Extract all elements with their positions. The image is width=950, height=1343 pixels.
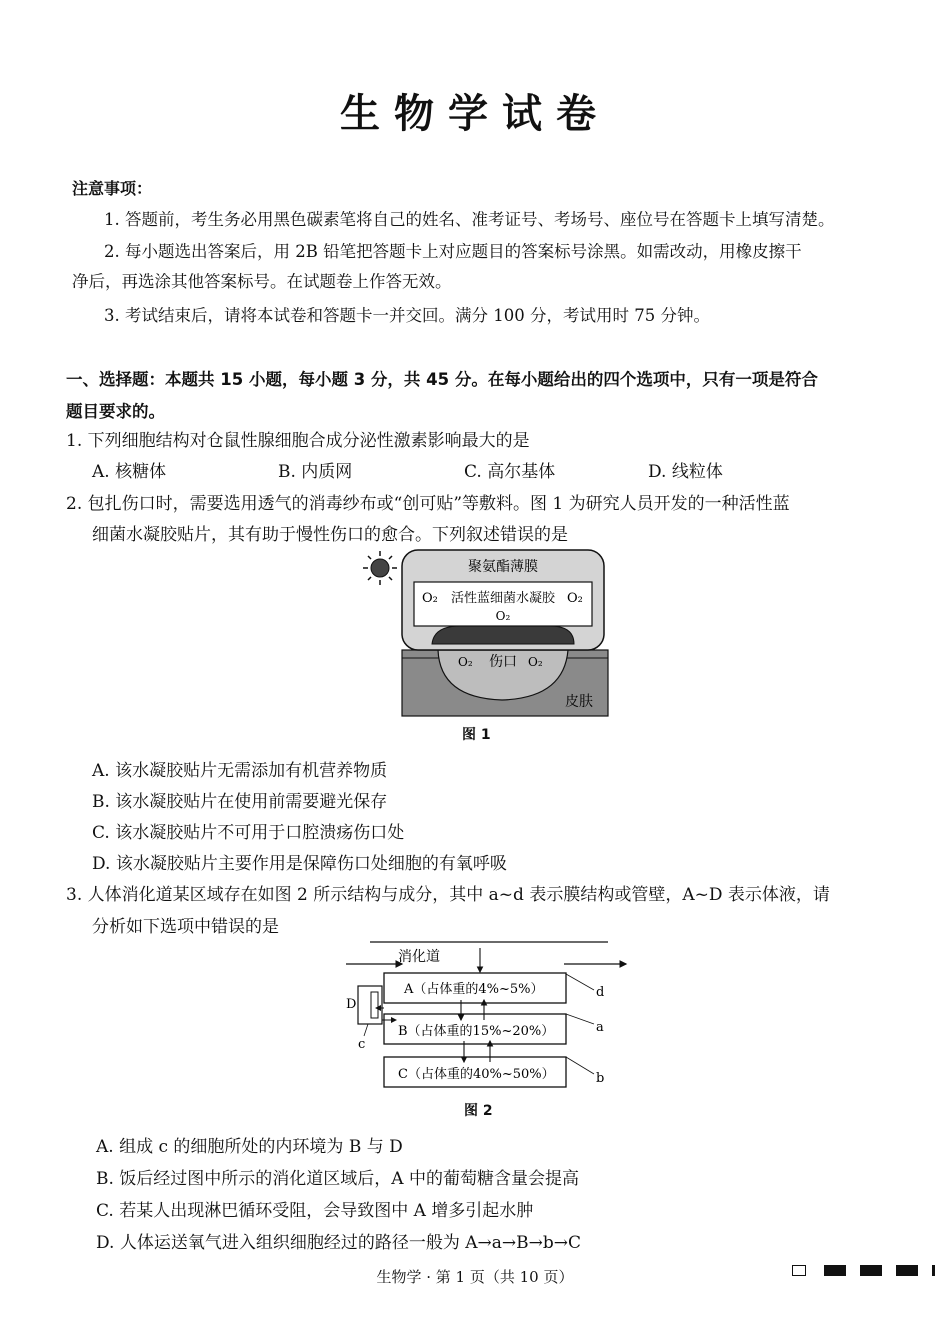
q2-stem-line2: 细菌水凝胶贴片，其有助于慢性伤口的愈合。下列叙述错误的是 bbox=[92, 525, 568, 545]
q1-option-c: C. 高尔基体 bbox=[464, 462, 556, 482]
label-c: c bbox=[358, 1037, 366, 1052]
gel-dark-layer bbox=[432, 626, 574, 644]
notice-item-1: 1. 答题前，考生务必用黑色碳素笔将自己的姓名、准考证号、考场号、座位号在答题卡上填写清楚。 bbox=[104, 210, 835, 229]
gel-o2-bottom: O₂ bbox=[495, 609, 511, 623]
page-title: 生物学试卷 bbox=[340, 90, 610, 137]
scan-mark-1 bbox=[824, 1265, 846, 1276]
scan-mark-3 bbox=[896, 1265, 918, 1276]
label-d: d bbox=[596, 985, 605, 1000]
gel-o2-right: O₂ bbox=[567, 591, 583, 606]
tract-label: 消化道 bbox=[398, 949, 440, 965]
q3-option-a: A. 组成 c 的细胞所处的内环境为 B 与 D bbox=[96, 1137, 403, 1157]
figure-2-caption: 图 2 bbox=[464, 1103, 493, 1119]
notice-item-2: 2. 每小题选出答案后，用 2B 铅笔把答题卡上对应题目的答案标号涂黑。如需改动，用橡皮擦干 bbox=[104, 242, 802, 261]
box-b-label: B（占体重的15%~20%） bbox=[398, 1024, 555, 1039]
q2-option-d: D. 该水凝胶贴片主要作用是保障伤口处细胞的有氧呼吸 bbox=[92, 854, 507, 874]
gel-o2-left: O₂ bbox=[422, 591, 438, 606]
section-heading-line1: 一、选择题：本题共 15 小题，每小题 3 分，共 45 分。在每小题给出的四个选项中，只有一项是符合 bbox=[66, 370, 818, 389]
film-label: 聚氨酯薄膜 bbox=[468, 559, 538, 575]
gel-label: 活性蓝细菌水凝胶 bbox=[450, 591, 556, 606]
q3-stem-line2: 分析如下选项中错误的是 bbox=[92, 917, 279, 937]
wound-label: 伤口 bbox=[489, 654, 517, 670]
q2-option-a: A. 该水凝胶贴片无需添加有机营养物质 bbox=[92, 761, 388, 781]
label-D: D bbox=[346, 997, 357, 1012]
q3-option-d: D. 人体运送氧气进入组织细胞经过的路径一般为 A→a→B→b→C bbox=[96, 1233, 582, 1253]
label-a: a bbox=[596, 1020, 604, 1035]
notice-item-2-cont: 净后，再选涂其他答案标号。在试题卷上作答无效。 bbox=[72, 272, 452, 291]
q3-option-b: B. 饭后经过图中所示的消化道区域后，A 中的葡萄糖含量会提高 bbox=[96, 1169, 579, 1189]
q1-option-b: B. 内质网 bbox=[278, 462, 353, 482]
scan-mark-hollow bbox=[792, 1265, 806, 1276]
label-b: b bbox=[596, 1071, 605, 1086]
wound-o2-right: O₂ bbox=[528, 655, 543, 669]
scan-mark-4 bbox=[932, 1265, 935, 1276]
figure-1-caption: 图 1 bbox=[462, 727, 491, 743]
sun-icon bbox=[363, 551, 397, 585]
q2-option-b: B. 该水凝胶贴片在使用前需要避光保存 bbox=[92, 792, 388, 812]
scan-mark-2 bbox=[860, 1265, 882, 1276]
skin-label: 皮肤 bbox=[565, 694, 593, 710]
q1-option-d: D. 线粒体 bbox=[648, 462, 723, 482]
page-footer: 生物学 · 第 1 页（共 10 页） bbox=[376, 1268, 574, 1286]
q2-option-c: C. 该水凝胶贴片不可用于口腔溃疡伤口处 bbox=[92, 823, 405, 843]
q2-stem-line1: 2. 包扎伤口时，需要选用透气的消毒纱布或“创可贴”等敷料。图 1 为研究人员开发的一种活性蓝 bbox=[66, 494, 790, 514]
section-heading-line2: 题目要求的。 bbox=[66, 402, 165, 421]
box-a-label: A（占体重的4%~5%） bbox=[404, 982, 544, 997]
figure-2-diagram bbox=[336, 936, 636, 1096]
wound-o2-left: O₂ bbox=[458, 655, 473, 669]
q1-option-a: A. 核糖体 bbox=[92, 462, 167, 482]
box-c-label: C（占体重的40%~50%） bbox=[398, 1067, 555, 1082]
q1-stem: 1. 下列细胞结构对仓鼠性腺细胞合成分泌性激素影响最大的是 bbox=[66, 431, 530, 451]
q3-option-c: C. 若某人出现淋巴循环受阻，会导致图中 A 增多引起水肿 bbox=[96, 1201, 534, 1221]
q3-stem-line1: 3. 人体消化道某区域存在如图 2 所示结构与成分，其中 a~d 表示膜结构或管壁，A~D 表示体液，请 bbox=[66, 885, 830, 905]
notice-item-3: 3. 考试结束后，请将本试卷和答题卡一并交回。满分 100 分，考试用时 75 分钟。 bbox=[104, 306, 710, 325]
figure-1-diagram bbox=[360, 546, 620, 718]
notice-heading: 注意事项： bbox=[72, 179, 153, 198]
